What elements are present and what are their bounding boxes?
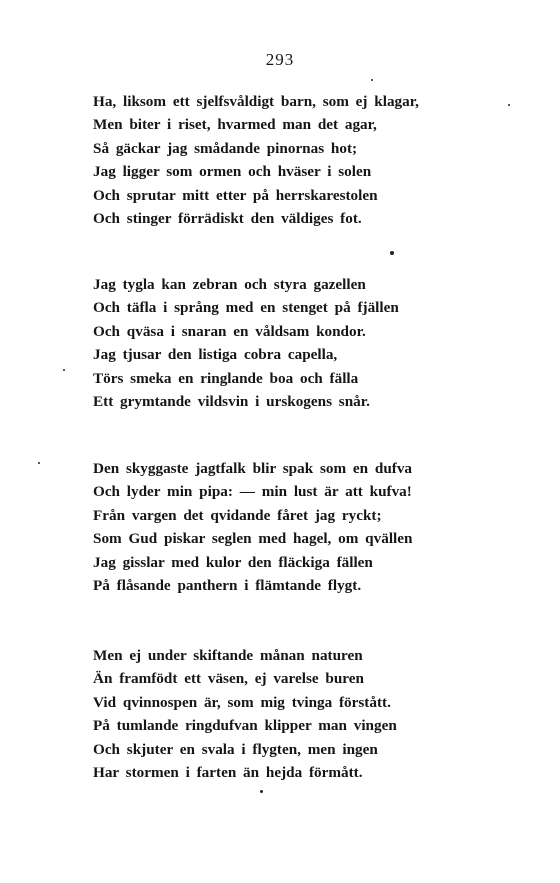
verse-line: Och stinger förrädiskt den väldiges fot. — [93, 209, 362, 227]
verse-line: Och skjuter en svala i flygten, men ingen — [93, 740, 378, 758]
verse-line: Törs smeka en ringlande boa och fälla — [93, 369, 359, 387]
verse-line: Vid qvinnospen är, som mig tvinga förstått. — [93, 693, 391, 711]
ink-speck — [260, 790, 263, 793]
verse-line: Och täfla i språng med en stenget på fjällen — [93, 299, 399, 317]
stanza-3 — [93, 457, 533, 597]
verse-line: Den skyggaste jagtfalk blir spak som en dufva — [93, 460, 413, 477]
stanza-4 — [93, 644, 533, 784]
ink-speck — [508, 104, 510, 106]
verse-line: Ett grymtande vildsvin i urskogens snår. — [93, 392, 370, 410]
stanza-2 — [93, 273, 533, 413]
verse-line: Som Gud piskar seglen med hagel, om qvällen — [93, 530, 413, 548]
verse-line: Och lyder min pipa: — min lust är att kufva! — [93, 483, 412, 501]
verse-line: Jag gisslar med kulor den fläckiga fällen — [93, 553, 373, 571]
verse-line: Men biter i riset, hvarmed man det agar, — [93, 116, 377, 134]
verse-line: Och sprutar mitt etter på herrskarestolen — [93, 186, 378, 204]
verse-line: Än framfödt ett väsen, ej varelse buren — [93, 670, 364, 688]
verse-line: Jag tjusar den listiga cobra capella, — [93, 346, 338, 364]
verse-line: Har stormen i farten än hejda förmått. — [93, 763, 363, 781]
ink-speck — [390, 251, 394, 255]
verse-line: Från vargen det qvidande fåret jag ryckt; — [93, 506, 382, 524]
ink-speck — [38, 462, 40, 464]
verse-line: På tumlande ringdufvan klipper man vingen — [93, 717, 397, 735]
verse-line: Så gäckar jag smådande pinornas hot; — [93, 139, 358, 157]
verse-line: Jag tygla kan zebran och styra gazellen — [93, 276, 366, 293]
verse-line: Men ej under skiftande månan naturen — [93, 647, 363, 664]
verse-line: Ha, liksom ett sjelfsvåldigt barn, som ej klagar, — [93, 93, 419, 110]
page-number: 293 — [265, 50, 295, 69]
verse-line: Jag ligger som ormen och hväser i solen — [93, 163, 372, 181]
stanza-1 — [93, 90, 533, 230]
ink-speck — [371, 79, 373, 81]
verse-line: Och qväsa i snaran en våldsam kondor. — [93, 322, 366, 340]
ink-speck — [63, 369, 65, 371]
verse-line: På flåsande panthern i flämtande flygt. — [93, 576, 362, 594]
